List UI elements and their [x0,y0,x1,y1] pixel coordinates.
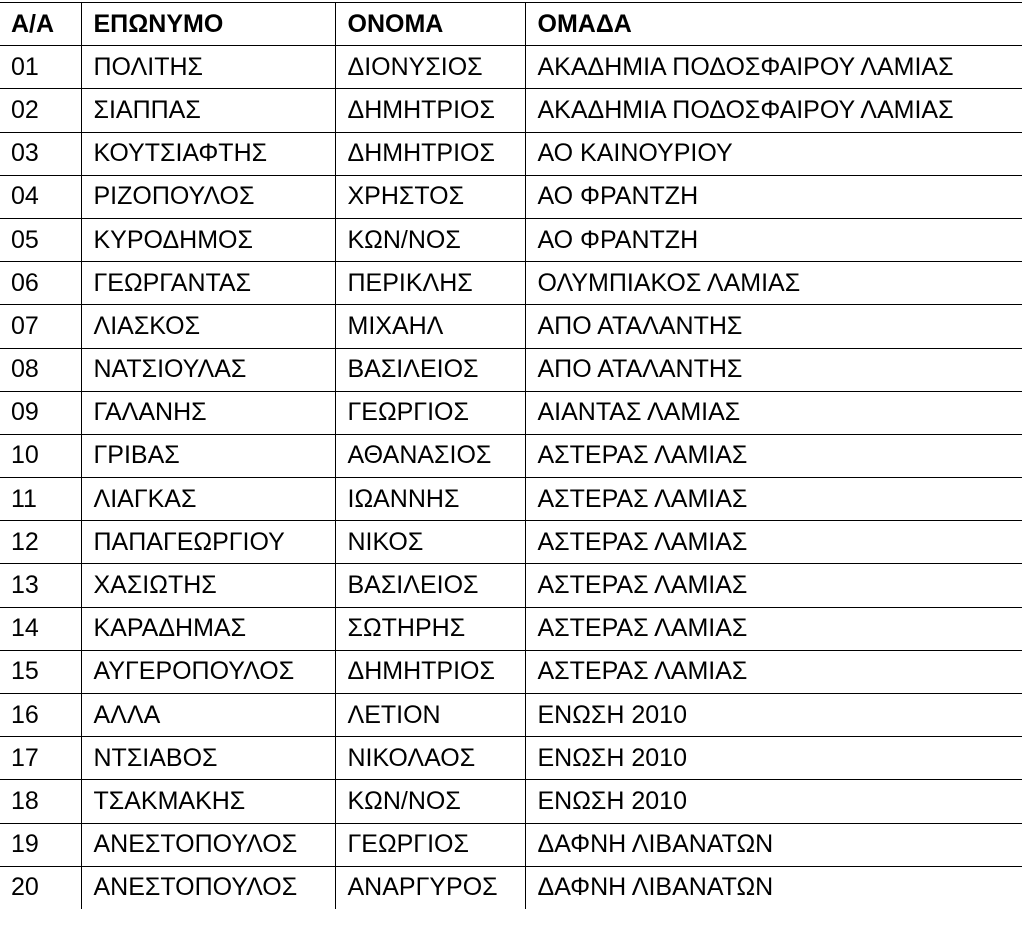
cell-name: ΝΙΚΟΣ [335,521,525,564]
cell-team: ΑΟ ΦΡΑΝΤΖΗ [525,218,1022,261]
cell-name: ΧΡΗΣΤΟΣ [335,175,525,218]
header-aa: Α/Α [0,3,81,46]
cell-aa: 07 [0,305,81,348]
cell-aa: 04 [0,175,81,218]
cell-aa: 15 [0,650,81,693]
cell-surname: ΑΝΕΣΤΟΠΟΥΛΟΣ [81,866,335,909]
header-team: ΟΜΑΔΑ [525,3,1022,46]
cell-surname: ΚΟΥΤΣΙΑΦΤΗΣ [81,132,335,175]
cell-name: ΚΩΝ/ΝΟΣ [335,218,525,261]
cell-team: ΑΣΤΕΡΑΣ ΛΑΜΙΑΣ [525,564,1022,607]
cell-surname: ΤΣΑΚΜΑΚΗΣ [81,780,335,823]
cell-team: ΑΣΤΕΡΑΣ ΛΑΜΙΑΣ [525,650,1022,693]
cell-team: ΑΣΤΕΡΑΣ ΛΑΜΙΑΣ [525,478,1022,521]
header-row [0,3,1022,46]
cell-name: ΑΘΑΝΑΣΙΟΣ [335,434,525,477]
cell-team: ΑΚΑΔΗΜΙΑ ΠΟΔΟΣΦΑΙΡΟΥ ΛΑΜΙΑΣ [525,46,1022,89]
table-row [0,866,1022,909]
cell-team: ΑΟ ΦΡΑΝΤΖΗ [525,175,1022,218]
cell-name: ΔΙΟΝΥΣΙΟΣ [335,46,525,89]
cell-aa: 14 [0,607,81,650]
header-surname: ΕΠΩΝΥΜΟ [81,3,335,46]
cell-team: ΑΟ ΚΑΙΝΟΥΡΙΟΥ [525,132,1022,175]
cell-aa: 06 [0,262,81,305]
cell-team: ΑΚΑΔΗΜΙΑ ΠΟΔΟΣΦΑΙΡΟΥ ΛΑΜΙΑΣ [525,89,1022,132]
table-row [0,478,1022,521]
cell-surname: ΡΙΖΟΠΟΥΛΟΣ [81,175,335,218]
cell-aa: 02 [0,89,81,132]
cell-aa: 10 [0,434,81,477]
cell-surname: ΣΙΑΠΠΑΣ [81,89,335,132]
cell-aa: 17 [0,737,81,780]
table-row [0,218,1022,261]
cell-surname: ΑΥΓΕΡΟΠΟΥΛΟΣ [81,650,335,693]
cell-team: ΟΛΥΜΠΙΑΚΟΣ ΛΑΜΙΑΣ [525,262,1022,305]
cell-surname: ΠΟΛΙΤΗΣ [81,46,335,89]
cell-name: ΓΕΩΡΓΙΟΣ [335,823,525,866]
cell-team: ΔΑΦΝΗ ΛΙΒΑΝΑΤΩΝ [525,866,1022,909]
cell-name: ΓΕΩΡΓΙΟΣ [335,391,525,434]
cell-team: ΕΝΩΣΗ 2010 [525,780,1022,823]
cell-aa: 08 [0,348,81,391]
cell-name: ΣΩΤΗΡΗΣ [335,607,525,650]
cell-name: ΑΝΑΡΓΥΡΟΣ [335,866,525,909]
table-row [0,89,1022,132]
table-body [0,46,1022,909]
cell-surname: ΧΑΣΙΩΤΗΣ [81,564,335,607]
cell-surname: ΠΑΠΑΓΕΩΡΓΙΟΥ [81,521,335,564]
cell-aa: 16 [0,694,81,737]
cell-name: ΛΕΤΙΟΝ [335,694,525,737]
table-row [0,737,1022,780]
header-name: ΟΝΟΜΑ [335,3,525,46]
cell-name: ΔΗΜΗΤΡΙΟΣ [335,89,525,132]
cell-surname: ΛΙΑΓΚΑΣ [81,478,335,521]
cell-team: ΔΑΦΝΗ ΛΙΒΑΝΑΤΩΝ [525,823,1022,866]
cell-team: ΑΠΟ ΑΤΑΛΑΝΤΗΣ [525,348,1022,391]
table-row [0,46,1022,89]
cell-name: ΒΑΣΙΛΕΙΟΣ [335,348,525,391]
cell-aa: 12 [0,521,81,564]
cell-team: ΕΝΩΣΗ 2010 [525,737,1022,780]
table-row [0,521,1022,564]
cell-aa: 05 [0,218,81,261]
cell-aa: 11 [0,478,81,521]
table-row [0,348,1022,391]
table-row [0,650,1022,693]
cell-name: ΔΗΜΗΤΡΙΟΣ [335,650,525,693]
cell-surname: ΓΑΛΑΝΗΣ [81,391,335,434]
cell-surname: ΓΕΩΡΓΑΝΤΑΣ [81,262,335,305]
cell-name: ΜΙΧΑΗΛ [335,305,525,348]
cell-surname: ΝΑΤΣΙΟΥΛΑΣ [81,348,335,391]
cell-team: ΑΣΤΕΡΑΣ ΛΑΜΙΑΣ [525,521,1022,564]
cell-name: ΔΗΜΗΤΡΙΟΣ [335,132,525,175]
cell-aa: 18 [0,780,81,823]
cell-surname: ΝΤΣΙΑΒΟΣ [81,737,335,780]
cell-aa: 01 [0,46,81,89]
cell-team: ΑΣΤΕΡΑΣ ΛΑΜΙΑΣ [525,434,1022,477]
cell-surname: ΚΑΡΑΔΗΜΑΣ [81,607,335,650]
cell-name: ΙΩΑΝΝΗΣ [335,478,525,521]
cell-team: ΕΝΩΣΗ 2010 [525,694,1022,737]
cell-aa: 09 [0,391,81,434]
cell-aa: 13 [0,564,81,607]
cell-name: ΚΩΝ/ΝΟΣ [335,780,525,823]
table-row [0,564,1022,607]
table-row [0,434,1022,477]
cell-team: ΑΣΤΕΡΑΣ ΛΑΜΙΑΣ [525,607,1022,650]
cell-aa: 03 [0,132,81,175]
cell-name: ΠΕΡΙΚΛΗΣ [335,262,525,305]
table-row [0,694,1022,737]
table-row [0,607,1022,650]
cell-aa: 20 [0,866,81,909]
cell-name: ΒΑΣΙΛΕΙΟΣ [335,564,525,607]
table-row [0,391,1022,434]
table-row [0,262,1022,305]
cell-surname: ΛΙΑΣΚΟΣ [81,305,335,348]
cell-surname: ΚΥΡΟΔΗΜΟΣ [81,218,335,261]
players-table [0,2,1022,909]
table-row [0,780,1022,823]
cell-name: ΝΙΚΟΛΑΟΣ [335,737,525,780]
cell-surname: ΑΛΛΑ [81,694,335,737]
table-row [0,175,1022,218]
table-row [0,132,1022,175]
cell-team: ΑΠΟ ΑΤΑΛΑΝΤΗΣ [525,305,1022,348]
cell-team: ΑΙΑΝΤΑΣ ΛΑΜΙΑΣ [525,391,1022,434]
table-row [0,305,1022,348]
cell-surname: ΑΝΕΣΤΟΠΟΥΛΟΣ [81,823,335,866]
cell-surname: ΓΡΙΒΑΣ [81,434,335,477]
table-row [0,823,1022,866]
cell-aa: 19 [0,823,81,866]
